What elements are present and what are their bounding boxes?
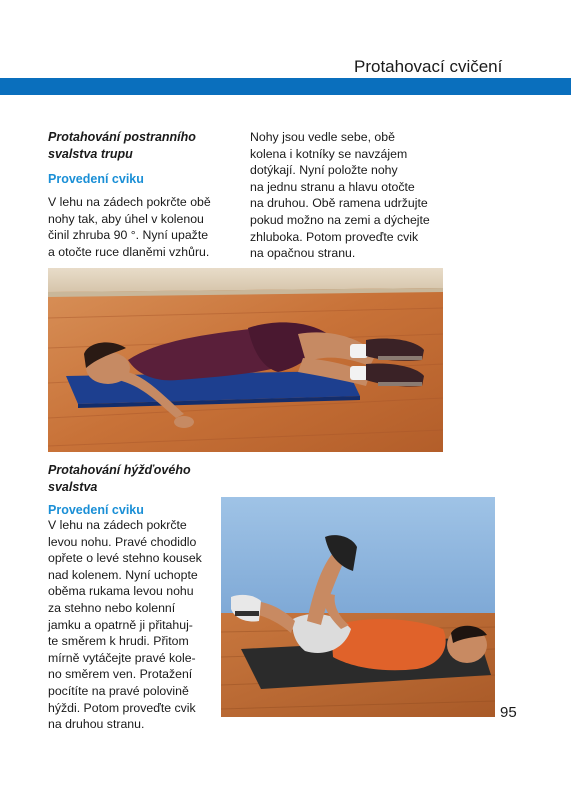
text-line: V lehu na zádech pokrčte obě <box>48 195 211 209</box>
section-2-title-line: svalstva <box>48 480 98 494</box>
text-line: na opačnou stranu. <box>250 246 356 261</box>
section-1-subheading: Provedení cviku <box>48 172 144 186</box>
text-line: na druhou. Obě ramena udržujte <box>250 196 428 211</box>
text-line: te směrem k hrudi. Přitom <box>48 634 189 649</box>
text-line: hýždi. Potom proveďte cvik <box>48 700 196 715</box>
text-line: pocítíte na pravé polovině <box>48 683 189 698</box>
text-line: mírně vytáčejte pravé kole- <box>48 650 196 665</box>
text-line: činil zhruba 90 °. Nyní upažte <box>48 228 209 243</box>
text-line: na jednu stranu a hlavu otočte <box>250 179 415 194</box>
text-line: zhluboka. Potom proveďte cvik <box>250 229 419 244</box>
text-line: kolena i kotníky se navzájem <box>250 146 408 161</box>
text-line: no směrem ven. Protažení <box>48 667 193 682</box>
section-2-title-line: Protahování hýžďového <box>48 463 191 477</box>
text-line: nohy tak, aby úhel v kolenou <box>48 211 204 226</box>
section-2-title <box>48 462 191 496</box>
exercise-photo-trunk-stretch <box>48 268 443 452</box>
section-2-subheading: Provedení cviku <box>48 503 144 517</box>
chapter-title: Protahovací cvičení <box>354 57 503 76</box>
section-1-title-line: svalstva trupu <box>48 147 133 161</box>
text-line: levou nohu. Pravé chodidlo <box>48 534 197 549</box>
section-2-text <box>48 517 202 733</box>
text-line: za stehno nebo kolenní <box>48 600 176 615</box>
text-line: dotýkají. Nyní položte nohy <box>250 163 398 178</box>
text-line: a otočte ruce dlaněmi vzhůru. <box>48 244 210 259</box>
text-line: Nohy jsou vedle sebe, obě <box>250 130 395 144</box>
header-bar <box>0 78 571 95</box>
text-line: opřete o levé stehno kousek <box>48 551 202 566</box>
page-number: 95 <box>500 704 517 721</box>
section-1-left-text <box>48 194 211 260</box>
text-line: pokud možno na zemi a dýchejte <box>250 212 430 227</box>
text-line: oběma rukama levou nohu <box>48 584 194 599</box>
text-line: jamku a opatrně ji přitahuj- <box>48 617 193 632</box>
exercise-photo-glute-stretch <box>221 497 495 717</box>
text-line: na druhou stranu. <box>48 717 145 732</box>
section-1-right-text <box>250 129 430 262</box>
text-line: nad kolenem. Nyní uchopte <box>48 567 198 582</box>
section-1-title <box>48 129 196 163</box>
text-line: V lehu na zádech pokrčte <box>48 518 187 532</box>
section-1-title-line: Protahování postranního <box>48 130 196 144</box>
